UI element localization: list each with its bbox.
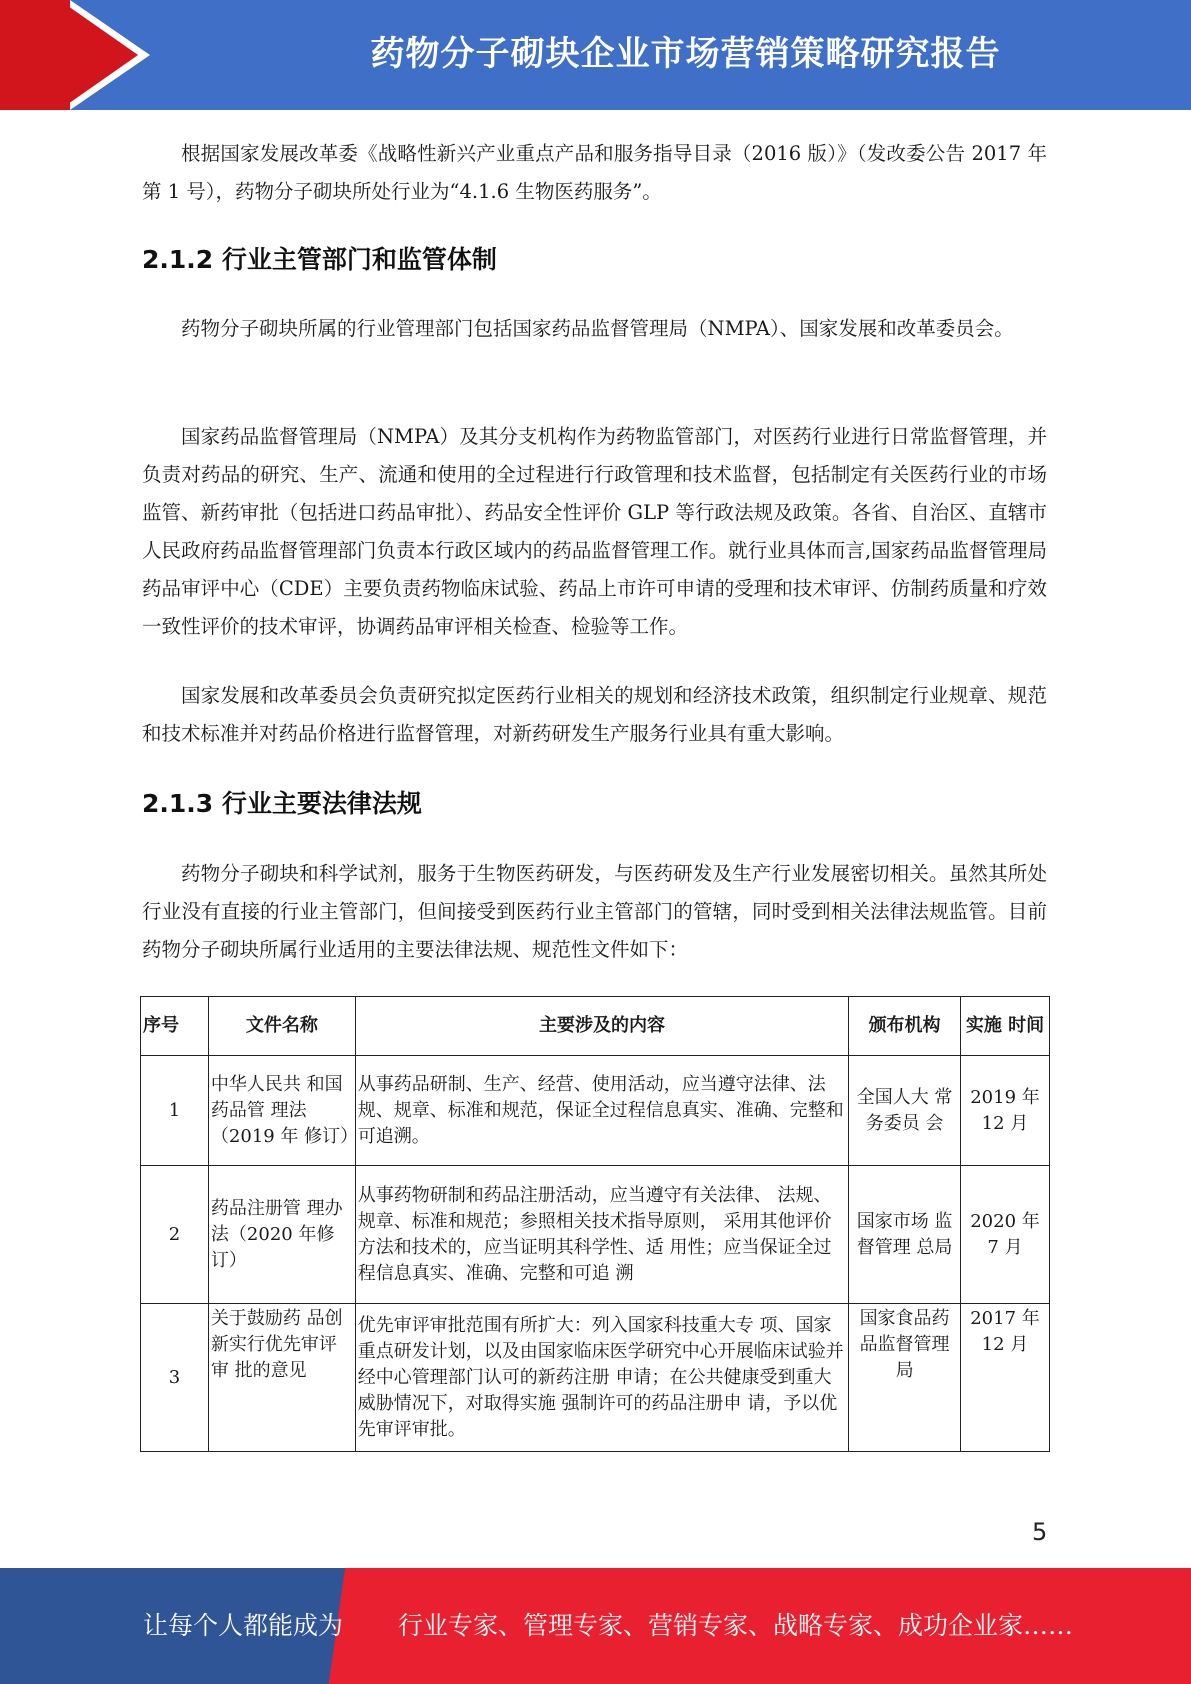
table-header-row xyxy=(141,997,1050,1056)
cell-content: 从事药品研制、生产、经营、使用活动，应当遵守法律、法规、规章、标准和规范，保证全过程信息真实、准确、完整和可追溯。 xyxy=(355,1056,848,1166)
cell-index: 2 xyxy=(141,1166,209,1304)
header-red-arrow-icon xyxy=(68,6,138,104)
paragraph-industry-classification: 根据国家发展改革委《战略性新兴产业重点产品和服务指导目录（2016 版）》（发改委公告 2017 年第 1 号），药物分子砌块所处行业为“4.1.6 生物医药服务”。 xyxy=(142,142,1047,203)
section-heading-2-1-3: 2.1.3 行业主要法律法规 xyxy=(142,789,422,818)
cell-doc-name: 关于鼓励药 品创新实行优先审评审 批的意见 xyxy=(208,1304,355,1452)
cell-date: 2020 年 7 月 xyxy=(961,1166,1050,1304)
page-header-banner xyxy=(0,0,1191,110)
section-heading-2-1-2: 2.1.2 行业主管部门和监管体制 xyxy=(142,245,497,274)
col-header-content: 主要涉及的内容 xyxy=(355,997,848,1056)
cell-doc-name: 药品注册管 理办法（2020 年修订） xyxy=(208,1166,355,1304)
footer-slogan-left: 让每个人都能成为 xyxy=(143,1611,344,1640)
footer-slogan-right: 行业专家、管理专家、营销专家、战略专家、成功企业家…… xyxy=(398,1611,1074,1640)
cell-date: 2017 年 12 月 xyxy=(961,1304,1050,1452)
col-header-effective-date: 实施 时间 xyxy=(961,997,1050,1056)
paragraph-ndrc: 国家发展和改革委员会负责研究拟定医药行业相关的规划和经济技术政策，组织制定行业规章、规范和技术标准并对药品价格进行监督管理，对新药研发生产服务行业具有重大影响。 xyxy=(142,684,1047,745)
col-header-issuer: 颁布机构 xyxy=(849,997,961,1056)
cell-index: 1 xyxy=(141,1056,209,1166)
page-number: 5 xyxy=(1032,1518,1048,1546)
paragraph-regulators: 药物分子砌块所属的行业管理部门包括国家药品监督管理局（NMPA）、国家发展和改革委员会。 xyxy=(181,317,1014,340)
table-row xyxy=(141,1304,1050,1452)
col-header-doc-name: 文件名称 xyxy=(208,997,355,1056)
cell-issuer: 国家食品药品监督管理局 xyxy=(849,1304,961,1452)
report-title: 药物分子砌块企业市场营销策略研究报告 xyxy=(370,34,1001,74)
cell-content: 优先审评审批范围有所扩大：列入国家科技重大专 项、国家重点研发计划，以及由国家临床医学研究中心开展临床试验并经中心管理部门认可的新药注册 申请；在公共健康受到重大威胁情况下，对取得实施 强制许可的药品注册申 请，予以优先审评审批。 xyxy=(355,1304,848,1452)
cell-date: 2019 年 12 月 xyxy=(961,1056,1050,1166)
paragraph-laws-intro: 药物分子砌块和科学试剂，服务于生物医药研发，与医药研发及生产行业发展密切相关。虽然其所处行业没有直接的行业主管部门，但间接受到医药行业主管部门的管辖，同时受到相关法律法规监管。目前药物分子砌块所属行业适用的主要法律法规、规范性文件如下： xyxy=(142,862,1047,961)
cell-content: 从事药物研制和药品注册活动，应当遵守有关法律、 法规、规章、标准和规范；参照相关技术指导原则， 采用其他评价方法和技术的，应当证明其科学性、适 用性；应当保证全过程信息真实、准确、完整和可追 溯 xyxy=(355,1166,848,1304)
paragraph-nmpa: 国家药品监督管理局（NMPA）及其分支机构作为药物监管部门，对医药行业进行日常监督管理，并负责对药品的研究、生产、流通和使用的全过程进行行政管理和技术监督，包括制定有关医药行业的市场监管、新药审批（包括进口药品审批）、药品安全性评价 GLP 等行政法规及政策。各省、自治区、直辖市人民政府药品监督管理部门负责本行政区域内的药品监督管理工作。就行业具体而言,国家药品监督管理局药品审评中心（CDE）主要负责药物临床试验、药品上市许可申请的受理和技术审评、仿制药质量和疗效一致性评价的技术审评，协调药品审评相关检查、检验等工作。 xyxy=(142,425,1047,638)
table-row xyxy=(141,1056,1050,1166)
laws-table xyxy=(140,996,1050,1452)
col-header-index: 序号 xyxy=(141,997,209,1056)
table-row xyxy=(141,1166,1050,1304)
cell-issuer: 国家市场 监督管理 总局 xyxy=(849,1166,961,1304)
cell-issuer: 全国人大 常务委员 会 xyxy=(849,1056,961,1166)
page-footer-banner xyxy=(0,1568,1191,1684)
cell-index: 3 xyxy=(141,1304,209,1452)
cell-doc-name: 中华人民共 和国药品管 理法（2019 年 修订） xyxy=(208,1056,355,1166)
header-red-block xyxy=(0,0,70,110)
